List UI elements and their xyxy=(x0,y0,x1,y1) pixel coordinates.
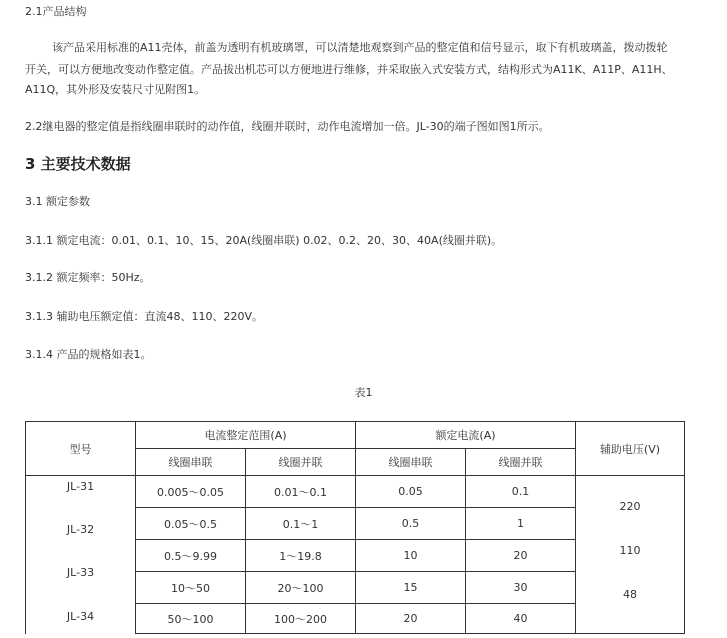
header-model: 型号 xyxy=(26,422,136,476)
table-cell: 0.005～0.05 xyxy=(136,476,246,508)
spec-table xyxy=(25,421,685,634)
header-aux-voltage: 辅助电压(V) xyxy=(576,422,685,476)
section-2-1-title: 2.1产品结构 xyxy=(25,5,87,18)
section-3-heading: 3 主要技术数据 xyxy=(25,155,131,173)
voltage-label: 110 xyxy=(619,544,641,557)
section-3-1-title: 3.1 额定参数 xyxy=(25,195,90,208)
section-2-2-paragraph: 2.2继电器的整定值是指线圈串联时的动作值，线圈并联时，动作电流增加一倍。JL-30的端子图如图1所示。 xyxy=(25,120,550,133)
table-cell: 100～200 xyxy=(246,604,356,634)
section-3-1-3-aux-voltage: 3.1.3 辅助电压额定值：直流48、110、220V。 xyxy=(25,310,263,323)
table-cell: 10～50 xyxy=(136,572,246,604)
table-cell: 20～100 xyxy=(246,572,356,604)
subheader-rated-parallel: 线圈并联 xyxy=(466,449,576,476)
table-cell: 0.01～0.1 xyxy=(246,476,356,508)
model-label: JL-33 xyxy=(66,566,95,579)
section-3-1-4-spec-reference: 3.1.4 产品的规格如表1。 xyxy=(25,348,152,361)
section-2-1-paragraph-line-3: A11Q，其外形及安装尺寸见附图1。 xyxy=(25,83,206,96)
table-cell: 50～100 xyxy=(136,604,246,634)
header-rated-current: 额定电流(A) xyxy=(356,422,576,449)
table-cell: 20 xyxy=(356,604,466,634)
voltage-label: 220 xyxy=(619,500,641,513)
model-label: JL-32 xyxy=(66,523,95,536)
table-cell: 30 xyxy=(466,572,576,604)
table-caption: 表1 xyxy=(354,386,373,399)
table-cell: 20 xyxy=(466,540,576,572)
table-cell: 1～19.8 xyxy=(246,540,356,572)
model-column xyxy=(26,476,136,634)
table-cell: 0.1～1 xyxy=(246,508,356,540)
section-2-1-paragraph-line-2: 开关，可以方便地改变动作整定值。产品拔出机芯可以方便地进行维修，并采取嵌入式安装方式，结构形式为A11K、A11P、A11H、 xyxy=(25,63,673,76)
section-3-1-1-rated-current: 3.1.1 额定电流：0.01、0.1、10、15、20A(线圈串联) 0.02、0.2、20、30、40A(线圈并联)。 xyxy=(25,234,503,247)
model-label: JL-34 xyxy=(66,610,95,623)
model-label: JL-31 xyxy=(66,480,95,493)
table-cell: 0.05 xyxy=(356,476,466,508)
table-cell: 0.1 xyxy=(466,476,576,508)
section-3-1-2-rated-frequency: 3.1.2 额定频率：50Hz。 xyxy=(25,271,151,284)
section-2-1-paragraph-line-1: 该产品采用标准的A11壳体，前盖为透明有机玻璃罩，可以清楚地观察到产品的整定值和信号显示，取下有机玻璃盖，拨动拨轮 xyxy=(52,41,668,54)
table-cell: 0.05～0.5 xyxy=(136,508,246,540)
subheader-range-parallel: 线圈并联 xyxy=(246,449,356,476)
subheader-range-series: 线圈串联 xyxy=(136,449,246,476)
voltage-label: 48 xyxy=(623,588,637,601)
table-cell: 0.5～9.99 xyxy=(136,540,246,572)
table-cell: 15 xyxy=(356,572,466,604)
table-cell: 10 xyxy=(356,540,466,572)
subheader-rated-series: 线圈串联 xyxy=(356,449,466,476)
header-setting-range: 电流整定范围(A) xyxy=(136,422,356,449)
voltage-column xyxy=(576,476,685,634)
table-cell: 40 xyxy=(466,604,576,634)
table-cell: 0.5 xyxy=(356,508,466,540)
table-cell: 1 xyxy=(466,508,576,540)
